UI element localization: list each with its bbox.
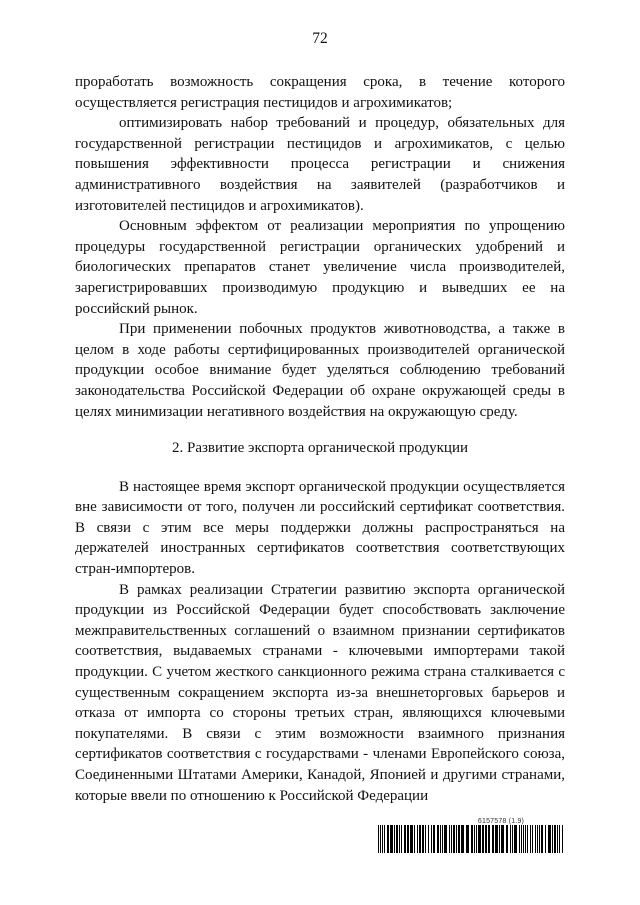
paragraph: При применении побочных продуктов животноводства, а также в целом в ходе работы сертифицированных производителей органической продукции особое внимание будет уделяться соблюдению требований законодательства Российской Федерации об охране окружающей среды в целях минимизации негативного воздействия на окружающую среду. bbox=[75, 321, 565, 420]
section-heading: 2. Развитие экспорта органической продукции bbox=[171, 440, 468, 457]
paragraph: В настоящее время экспорт органической продукции осуществляется вне зависимости от того, получен ли российский сертификат соответствия. В связи с этим все меры поддержки должны распространяться на держателей иностранных сертификатов соответствия соответствующих стран-импортеров. bbox=[75, 478, 565, 578]
barcode-block bbox=[378, 818, 566, 853]
barcode-label: 6157578 (1.9) bbox=[477, 818, 525, 825]
document-body bbox=[75, 72, 565, 806]
barcode-icon bbox=[378, 825, 566, 853]
page-number: 72 bbox=[312, 30, 328, 47]
paragraph: Основным эффектом от реализации мероприятия по упрощению процедуры государственной регистрации органических удобрений и биологических препаратов станет увеличение числа производителей, зарегистрировавших производимую продукцию и выведших ее на российский рынок. bbox=[75, 218, 565, 317]
paragraph: В рамках реализации Стратегии развитию экспорта органической продукции из Российской Федерации будет способствовать заключение межправительственных соглашений о взаимном признании сертификатов соответствия, выдаваемых странами - ключевыми импортерами такой продукции. С учетом жесткого санкционного режима страна сталкивается с существенным сокращением экспорта из-за внешнеторговых барьеров и отказа от импорта со стороны третьих стран, являющихся ключевыми покупателями. В связи с этим возможности взаимного признания сертификатов соответствия с государствами - членами Европейского союза, Соединенными Штатами Америки, Канадой, Японией и другими странами, которые ввели по отношению к Российской Федерации bbox=[75, 581, 565, 804]
paragraph: проработать возможность сокращения срока, в течение которого осуществляется регистрация пестицидов и агрохимикатов; bbox=[75, 74, 565, 111]
paragraph: оптимизировать набор требований и процедур, обязательных для государственной регистрации пестицидов и агрохимикатов, с целью повышения эффективности процесса регистрации и снижения административного воздействия на заявителей (разработчиков и изготовителей пестицидов и агрохимикатов). bbox=[75, 115, 565, 214]
